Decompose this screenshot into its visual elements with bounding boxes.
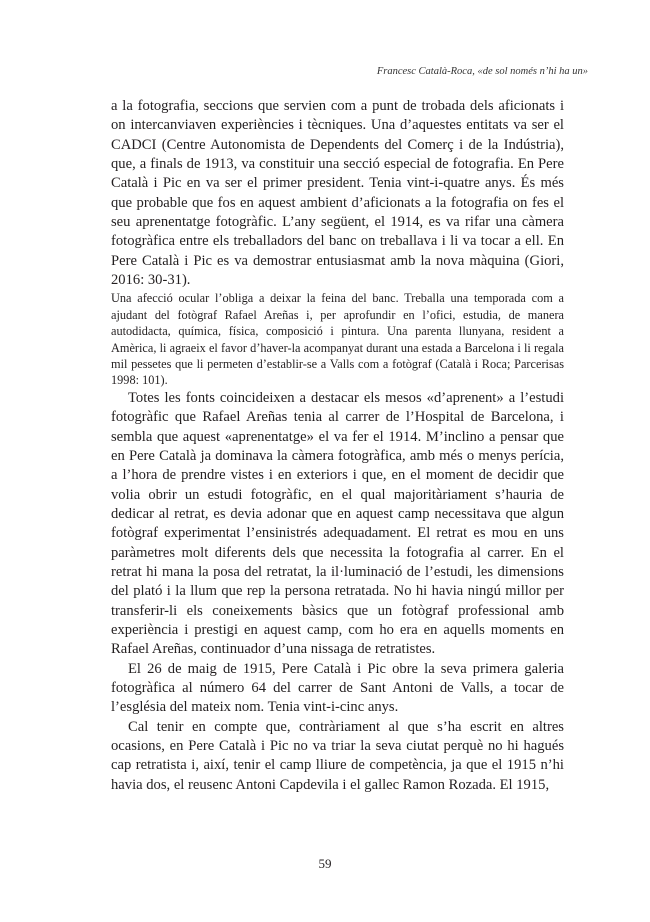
paragraph-1: a la fotografia, seccions que servien com a punt de trobada dels aficionats i on intercanviaven experiències i tècniques. Una d’aquestes entitats va ser el CADCI (Centre Autonomista de Dependents del Comerç i de la Indústria), que, a finals de 1913, va constituir una secció especial de fotografia. En Pere Català i Pic en va ser el primer president. Tenia vint-i-quatre anys. És més que probable que fos en aquest ambient d’aficionats a la fotografia on fes el seu aprenentatge fotogràfic. L’any següent, el 1914, es va rifar una càmera fotogràfica entre els treballadors del banc on treballava i li va tocar a ell. En Pere Català i Pic es va demostrar entusiasmat amb la nova màquina (Giori, 2016: 30-31).: [111, 98, 564, 289]
main-text: [111, 97, 564, 795]
page-number: 59: [318, 856, 332, 871]
running-header: Francesc Català-Roca, «de sol només n’hi ha un»: [376, 66, 588, 77]
paragraph-3: El 26 de maig de 1915, Pere Català i Pic obre la seva primera galeria fotogràfica al número 64 del carrer de Sant Antoni de Valls, a tocar de l’església del mateix nom. Tenia vint-i-cinc anys.: [111, 660, 564, 716]
block-quote: Una afecció ocular l’obliga a deixar la feina del banc. Treballa una temporada com a ajudant del fotògraf Rafael Areñas i, per aprofundir en l’ofici, estudia, de manera autodidacta, química, física, composició i pintura. Una parenta llunyana, resident a Amèrica, li agraeix el favor d’haver-la acompanyat durant una estada a Barcelona i li regala mil pessetes que li permeten d’establir-se a Valls com a fotògraf (Català i Roca; Parcerisas 1998: 101).: [111, 291, 564, 388]
paragraph-4: Cal tenir en compte que, contràriament al que s’ha escrit en altres ocasions, en Pere Català i Pic no va triar la seva ciutat perquè no hi hagués cap retratista i, així, tenir el camp lliure de competència, ja que el 1915 n’hi havia dos, el reusenc Antoni Capdevila i el gallec Ramon Rozada. El 1915,: [111, 718, 564, 793]
paragraph-2: Totes les fonts coincideixen a destacar els mesos «d’aprenent» a l’estudi fotogràfic que Rafael Areñas tenia al carrer de l’Hospital de Barcelona, i sembla que aquest «aprenentatge» el va fer el 1914. M’inclino a pensar que en Pere Català ja dominava la càmera fotogràfica, amb més o menys perícia, a l’hora de prendre vistes i en exteriors i que, en el moment de decidir que volia obrir un estudi fotogràfic, en el qual majoritàriament s’hauria de dedicar al retrat, es devia adonar que en aquest camp necessitava que algun fotògraf experimentat l’ensinistrés adequadament. El retrat es mou en uns paràmetres molt diferents dels que necessita la fotografia al carrer. En el retrat hi mana la posa del retratat, la il·luminació de l’estudi, les dimensions del plató i la llum que rep la persona retratada. No hi havia ningú millor per transferir-li els coneixements bàsics que un fotògraf professional amb experiència i prestigi en aquest camp, com ho era en aquells moments en Rafael Areñas, continuador d’una nissaga de retratistes.: [111, 389, 564, 658]
